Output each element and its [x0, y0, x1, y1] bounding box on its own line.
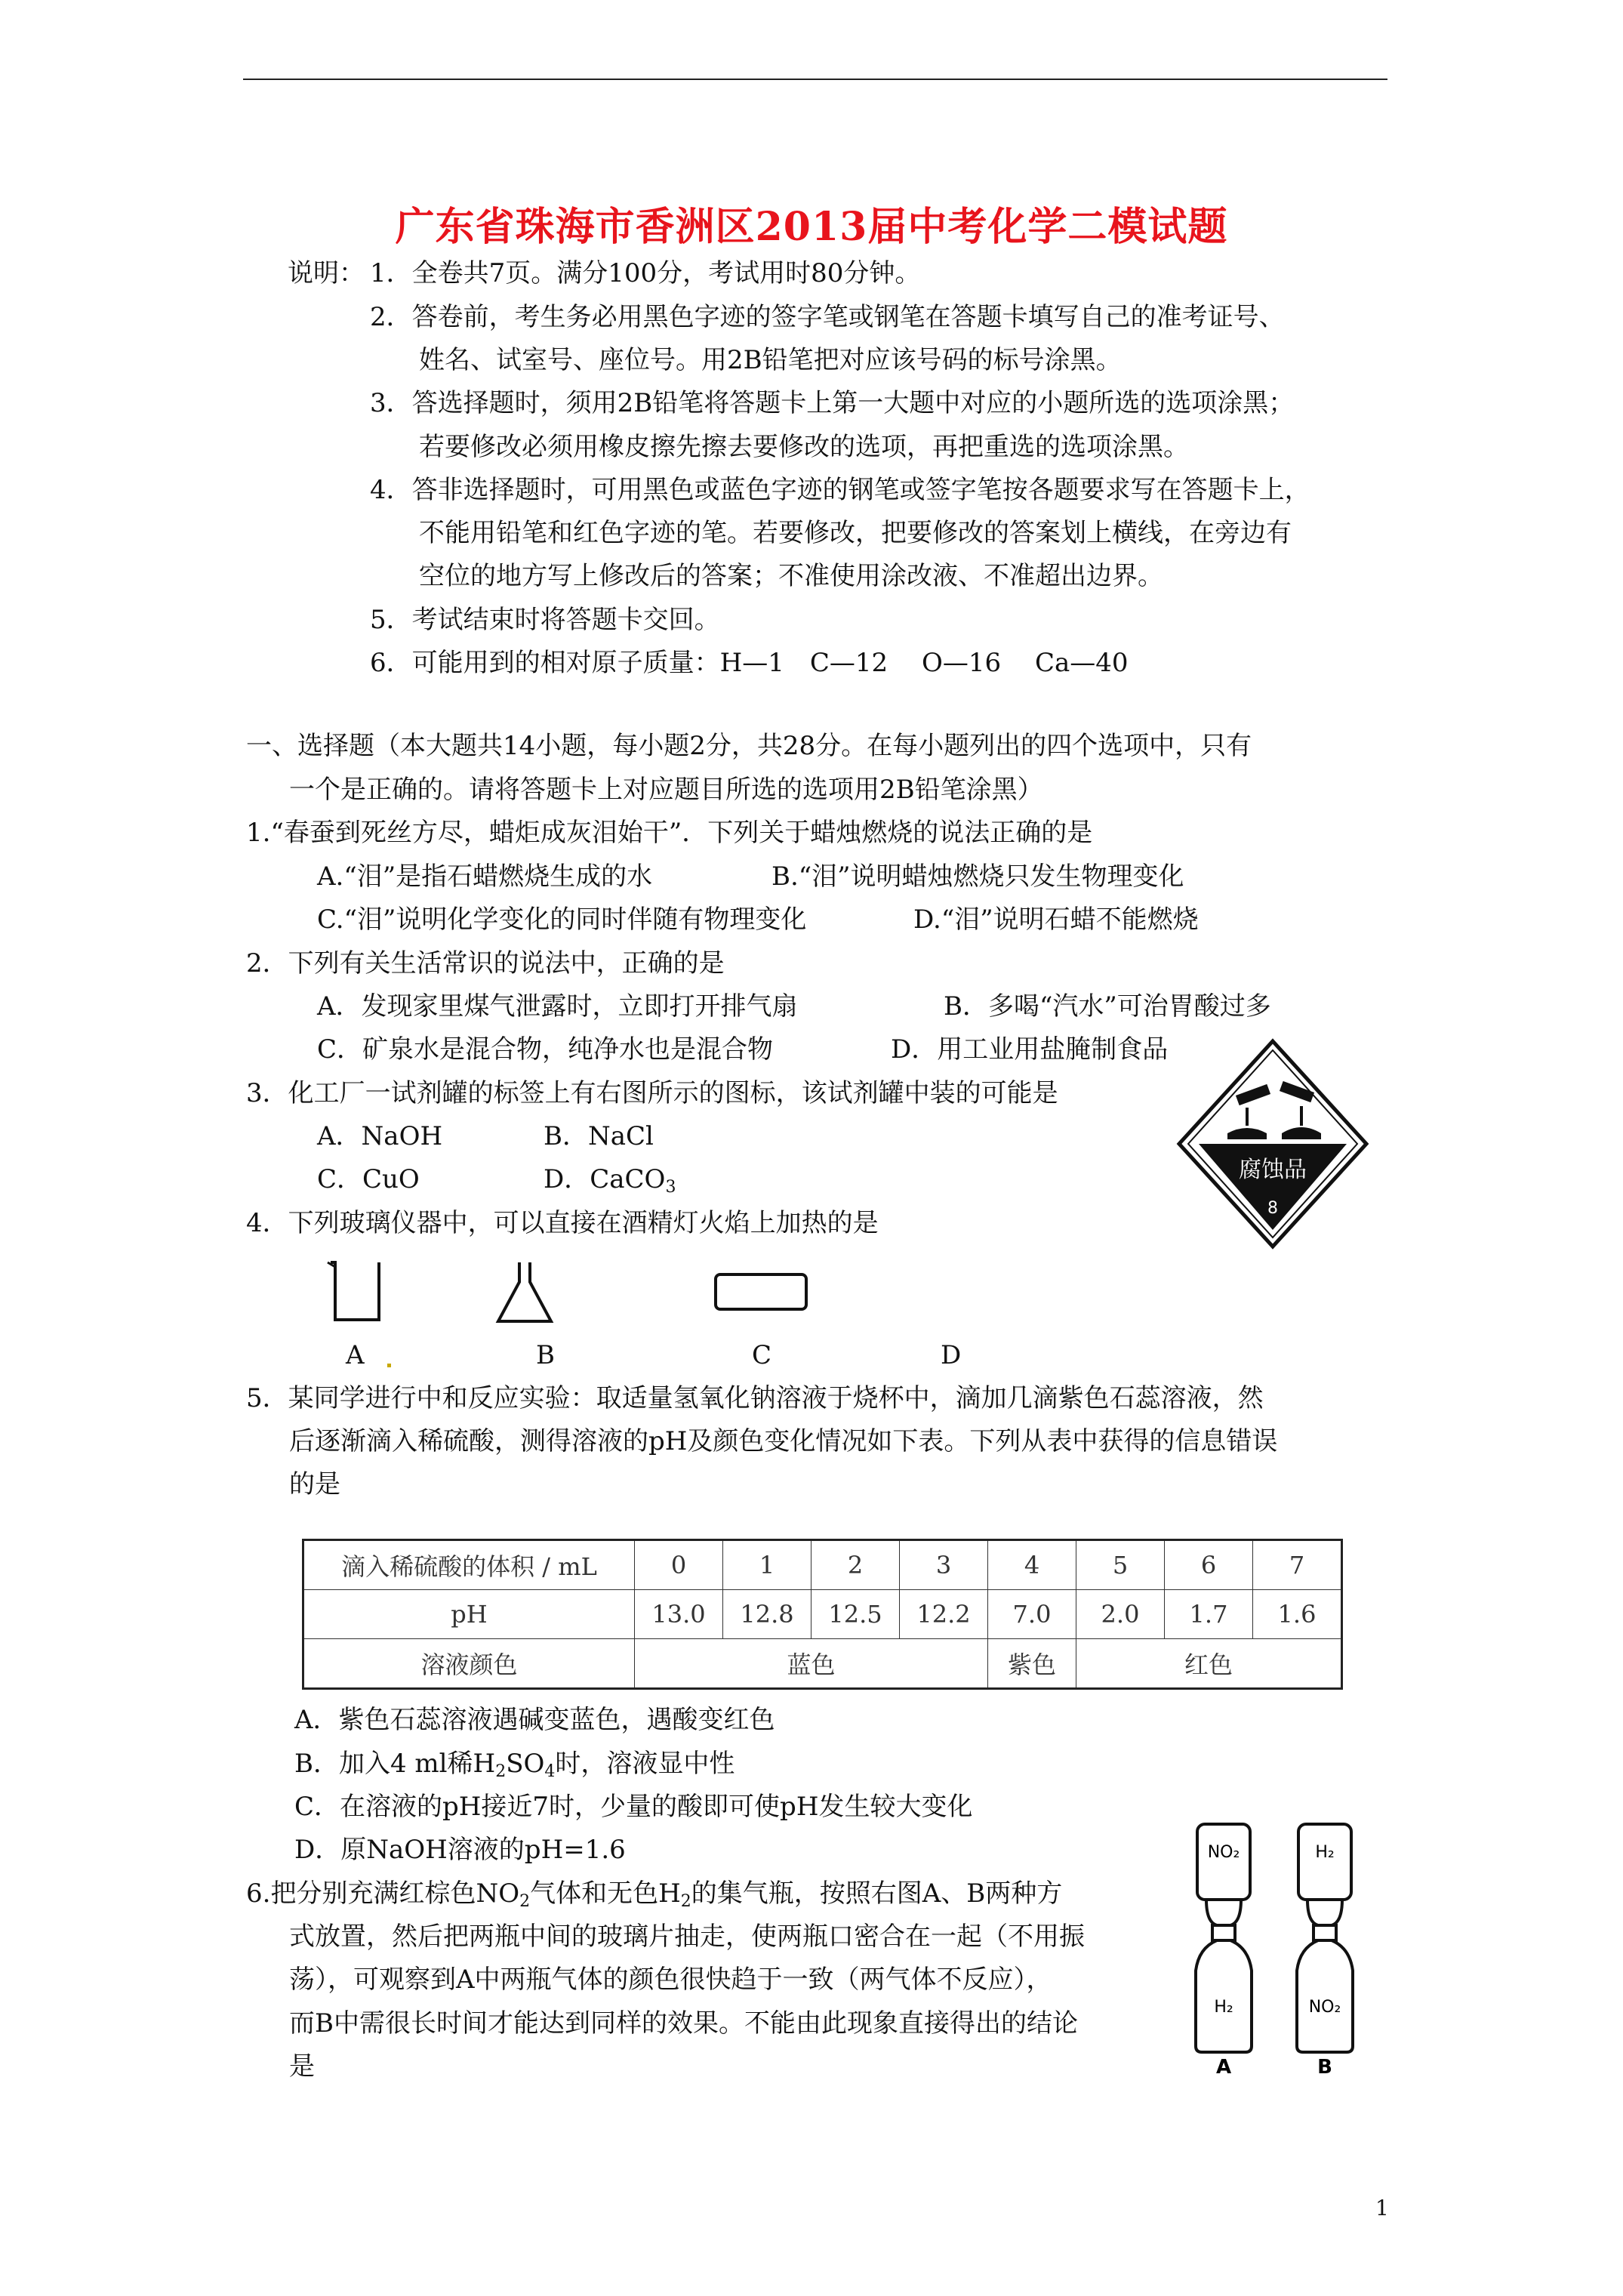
q3-stem: 3．化工厂一试剂罐的标签上有右图所示的图标，该试剂罐中装的可能是 — [246, 1078, 1058, 1108]
jar-b-top-label: H₂ — [1315, 1843, 1335, 1862]
table-cell: 12.2 — [900, 1590, 988, 1639]
page-title: 广东省珠海市香洲区2013届中考化学二模试题 — [395, 204, 1228, 250]
table-cell: 1 — [723, 1540, 812, 1590]
q3-option-b: B．NaCl — [544, 1121, 654, 1151]
q4-label-b: B — [536, 1340, 555, 1370]
page-number: 1 — [1375, 2196, 1389, 2220]
sign-class-number: 8 — [1267, 1199, 1278, 1218]
gas-jars-figure — [1184, 1820, 1380, 2076]
table-row — [303, 1590, 1342, 1639]
sign-label-text: 腐蚀品 — [1239, 1157, 1307, 1183]
q2-option-c: C．矿泉水是混合物，纯净水也是混合物 — [317, 1034, 774, 1065]
note-3a: 3．答选择题时，须用2B铅笔将答题卡上第一大题中对应的小题所选的选项涂黑； — [370, 388, 1295, 418]
q2-option-a: A．发现家里煤气泄露时，立即打开排气扇 — [317, 991, 798, 1022]
table-cell: 6 — [1165, 1540, 1253, 1590]
fig-label-a: A — [1215, 2056, 1232, 2076]
q2-option-d: D．用工业用盐腌制食品 — [891, 1034, 1169, 1065]
table-header-color: 溶液颜色 — [303, 1639, 635, 1689]
section-1-heading-a: 一、选择题（本大题共14小题，每小题2分，共28分。在每小题列出的四个选项中，只有 — [246, 731, 1252, 761]
jar-a-top-label: NO₂ — [1207, 1843, 1240, 1862]
jar-b-bottom-label: NO₂ — [1308, 1998, 1341, 2017]
q1-option-c: C.“泪”说明化学变化的同时伴随有物理变化 — [317, 905, 807, 935]
table-cell: 2 — [812, 1540, 900, 1590]
note-4a: 4．答非选择题时，可用黑色或蓝色字迹的钢笔或签字笔按各题要求写在答题卡上， — [370, 475, 1310, 505]
q5-option-a: A．紫色石蕊溶液遇碱变蓝色，遇酸变红色 — [294, 1705, 775, 1735]
note-4b: 不能用铅笔和红色字迹的笔。若要修改，把要修改的答案划上横线，在旁边有 — [419, 518, 1292, 548]
stray-mark — [387, 1364, 391, 1367]
fig-label-b: B — [1317, 2056, 1332, 2076]
note-1: 1．全卷共7页。满分100分，考试用时80分钟。 — [370, 258, 921, 288]
table-cell: 12.5 — [812, 1590, 900, 1639]
q2-stem: 2．下列有关生活常识的说法中，正确的是 — [246, 948, 725, 978]
q6-line-2: 式放置，然后把两瓶中间的玻璃片抽走，使两瓶口密合在一起（不用振 — [289, 1922, 1085, 1952]
q6-line-1: 6.把分别充满红棕色$NO_2$气体和无色$H_2$的集气瓶，按照右图A、B两种方 — [246, 1878, 1063, 1911]
ph-data-table — [302, 1539, 1343, 1690]
q1-option-a: A.“泪”是指石蜡燃烧生成的水 — [317, 861, 653, 892]
table-cell: 13.0 — [635, 1590, 723, 1639]
conical-flask-icon — [498, 1262, 551, 1321]
table-cell: 3 — [900, 1540, 988, 1590]
q3-option-a: A．NaOH — [317, 1121, 443, 1151]
table-cell: 12.8 — [723, 1590, 812, 1639]
q4-label-d: D — [941, 1340, 962, 1370]
note-6: 6．可能用到的相对原子质量：H—1 C—12 O—16 Ca—40 — [370, 648, 1129, 678]
table-cell: 1.7 — [1165, 1590, 1253, 1639]
q4-stem: 4．下列玻璃仪器中，可以直接在酒精灯火焰上加热的是 — [246, 1208, 879, 1238]
table-header-ph: pH — [303, 1590, 635, 1639]
table-cell-red: 红色 — [1076, 1639, 1342, 1689]
note-4c: 空位的地方写上修改后的答案；不准使用涂改液、不准超出边界。 — [419, 561, 1163, 591]
glassware-figure — [325, 1259, 808, 1327]
table-cell: 4 — [988, 1540, 1076, 1590]
beaker-icon — [328, 1262, 379, 1320]
q3-option-d: D．CaCO$_3$ — [544, 1164, 676, 1197]
note-2b: 姓名、试室号、座位号。用2B铅笔把对应该号码的标号涂黑。 — [419, 345, 1122, 375]
table-cell: 1.6 — [1253, 1590, 1342, 1639]
table-cell: 7.0 — [988, 1590, 1076, 1639]
table-row — [303, 1639, 1342, 1689]
notes-label: 说明： — [288, 258, 365, 288]
table-cell: 2.0 — [1076, 1590, 1165, 1639]
table-cell: 0 — [635, 1540, 723, 1590]
table-cell-blue: 蓝色 — [635, 1639, 988, 1689]
q5-stem-b: 后逐渐滴入稀硫酸，测得溶液的pH及颜色变化情况如下表。下列从表中获得的信息错误 — [289, 1426, 1278, 1456]
note-5: 5．考试结束时将答题卡交回。 — [370, 605, 720, 635]
q4-label-c: C — [752, 1340, 772, 1370]
q2-option-b: B．多喝“汽水”可治胃酸过多 — [944, 991, 1271, 1022]
table-cell: 5 — [1076, 1540, 1165, 1590]
rectangular-dish-icon — [716, 1274, 806, 1309]
q1-stem: 1.“春蚕到死丝方尽，蜡炬成灰泪始干”．下列关于蜡烛燃烧的说法正确的是 — [246, 818, 1093, 848]
q6-line-3: 荡），可观察到A中两瓶气体的颜色很快趋于一致（两气体不反应）， — [289, 1965, 1052, 1995]
header-rule — [243, 79, 1387, 80]
table-cell: 7 — [1253, 1540, 1342, 1590]
q6-line-4: 而B中需很长时间才能达到同样的效果。不能由此现象直接得出的结论 — [289, 2008, 1078, 2039]
q5-stem-a: 5．某同学进行中和反应实验：取适量氢氧化钠溶液于烧杯中，滴加几滴紫色石蕊溶液，然 — [246, 1383, 1264, 1413]
section-1-heading-b: 一个是正确的。请将答题卡上对应题目所选的选项用2B铅笔涂黑） — [289, 775, 1043, 805]
table-header-volume: 滴入稀硫酸的体积 / mL — [303, 1540, 635, 1590]
note-3b: 若要修改必须用橡皮擦先擦去要修改的选项，再把重选的选项涂黑。 — [419, 432, 1189, 462]
corrosive-hazard-sign — [1175, 1038, 1371, 1250]
table-row — [303, 1540, 1342, 1590]
q6-line-5: 是 — [289, 2051, 315, 2082]
q1-option-d: D.“泪”说明石蜡不能燃烧 — [913, 905, 1199, 935]
q1-option-b: B.“泪”说明蜡烛燃烧只发生物理变化 — [771, 861, 1184, 892]
q5-option-d: D．原NaOH溶液的pH=1.6 — [294, 1835, 626, 1865]
note-2a: 2．答卷前，考生务必用黑色字迹的签字笔或钢笔在答题卡填写自己的准考证号、 — [370, 302, 1285, 332]
q4-label-a: A — [346, 1340, 365, 1370]
table-cell-purple: 紫色 — [988, 1639, 1076, 1689]
jar-a-bottom-label: H₂ — [1214, 1998, 1233, 2017]
q5-option-b: B．加入4 ml稀$H_2SO_4$时，溶液显中性 — [294, 1749, 735, 1781]
q5-stem-c: 的是 — [289, 1469, 340, 1499]
q5-option-c: C．在溶液的pH接近7时，少量的酸即可使pH发生较大变化 — [294, 1792, 973, 1822]
q3-option-c: C．CuO — [317, 1164, 420, 1194]
